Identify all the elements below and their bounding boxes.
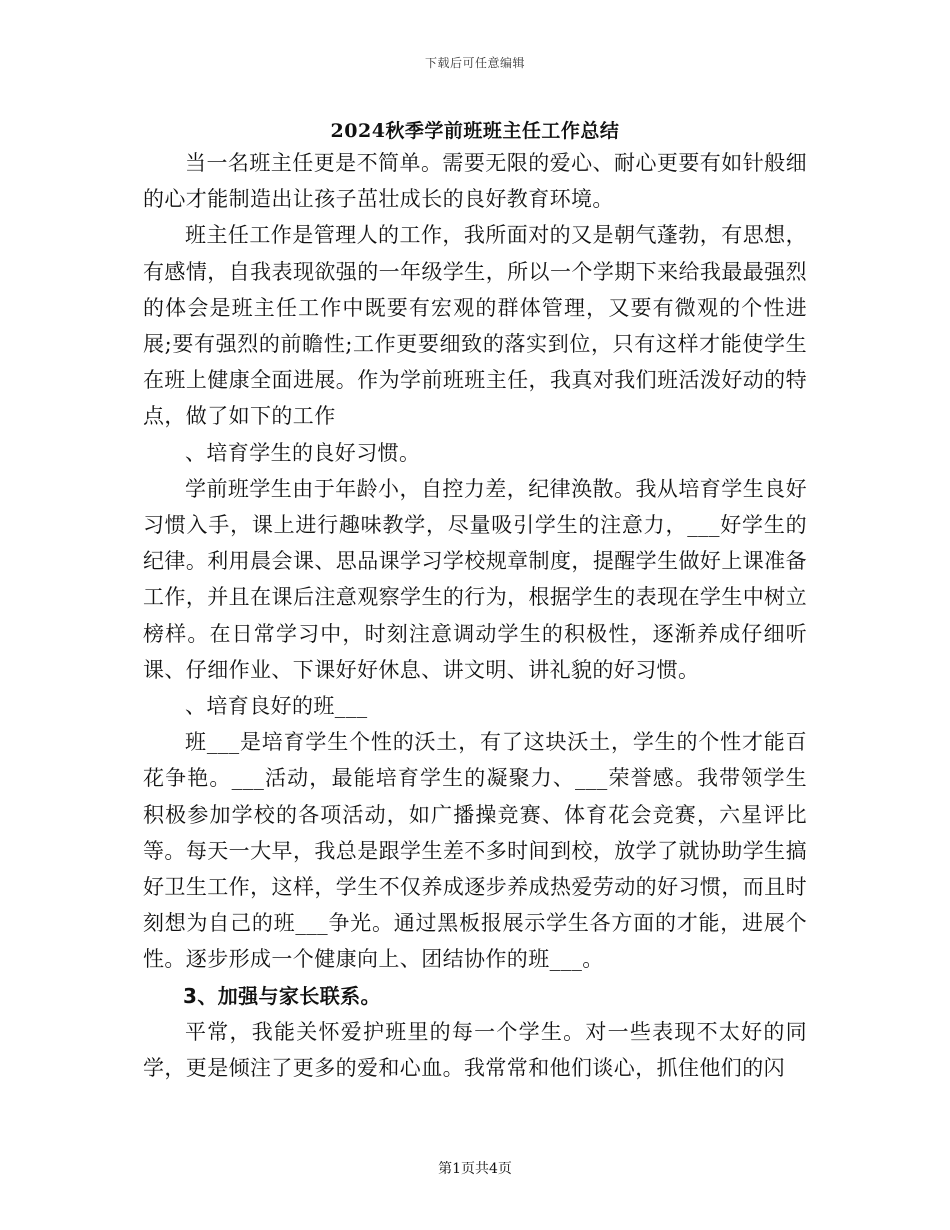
document-body — [143, 145, 807, 1086]
section-heading-parents: 3、加强与家长联系。 — [183, 983, 381, 1008]
page-number-footer: 第1页共4页 — [438, 1161, 512, 1177]
section-heading-habits: 、培育学生的良好习惯。 — [185, 440, 421, 465]
section-heading-class: 、培育良好的班___ — [185, 694, 368, 719]
paragraph-work-nature: 班主任工作是管理人的工作，我所面对的又是朝气蓬勃，有思想，有感情，自我表现欲强的一年级学生，所以一个学期下来给我最最强烈的体会是班主任工作中既要有宏观的群体管理，又要有微观的个性进展;要有强烈的前瞻性;工作更要细致的落实到位，只有这样才能使学生在班上健康全面进展。作为学前班班主任，我真对我们班活泼好动的特点，做了如下的工作 — [143, 223, 807, 429]
document-title: 2024秋季学前班班主任工作总结 — [330, 120, 620, 142]
paragraph-intro: 当一名班主任更是不简单。需要无限的爱心、耐心更要有如针般细的心才能制造出让孩子茁壮成长的良好教育环境。 — [143, 151, 807, 212]
paragraph-class: 班___是培育学生个性的沃土，有了这块沃土，学生的个性才能百花争艳。___活动，最能培育学生的凝聚力、___荣誉感。我带领学生积极参加学校的各项活动，如广播操竞赛、体育花会竞赛，六星评比等。每天一大早，我总是跟学生差不多时间到校，放学了就协助学生搞好卫生工作，这样，学生不仅养成逐步养成热爱劳动的好习惯，而且时刻想为自己的班___争光。通过黑板报展示学生各方面的才能，进展个性。逐步形成一个健康向上、团结协作的班___。 — [143, 730, 807, 972]
paragraph-parents: 平常，我能关怀爱护班里的每一个学生。对一些表现不太好的同学，更是倾注了更多的爱和心血。我常常和他们谈心，抓住他们的闪 — [143, 1019, 807, 1081]
header-note: 下载后可任意编辑 — [424, 56, 525, 70]
paragraph-habits: 学前班学生由于年龄小，自控力差，纪律涣散。我从培育学生良好习惯入手，课上进行趣味教学，尽量吸引学生的注意力，___好学生的纪律。利用晨会课、思品课学习学校规章制度，提醒学生做好上课准备工作，并且在课后注意观察学生的行为，根据学生的表现在学生中树立榜样。在日常学习中，时刻注意调动学生的积极性，逐渐养成仔细听课、仔细作业、下课好好休息、讲文明、讲礼貌的好习惯。 — [143, 476, 807, 682]
